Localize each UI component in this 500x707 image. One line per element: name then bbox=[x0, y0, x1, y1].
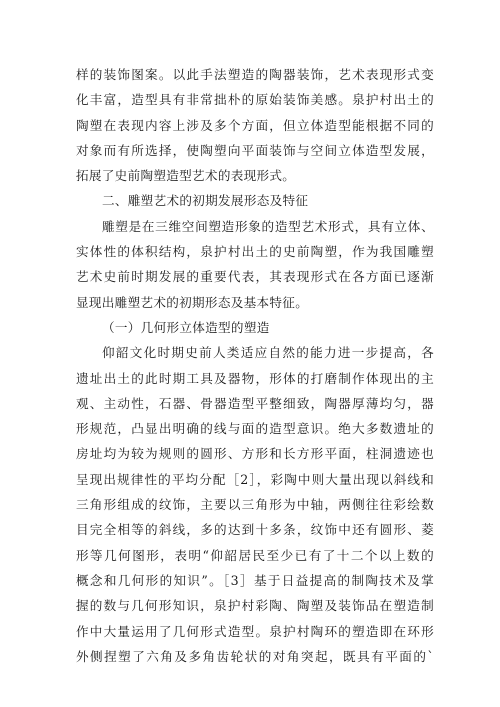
text-line: 陶塑在表现内容上涉及多个方面，但立体造型能根据不同的 bbox=[76, 117, 434, 133]
text-line: 对象而有所选择，使陶塑向平面装饰与空间立体造型发展， bbox=[76, 142, 434, 158]
text-line: 三角形组成的纹饰，主要以三角形为中轴，两侧往往彩绘数 bbox=[76, 497, 434, 513]
text-line: 握的数与几何形知识，泉护村彩陶、陶塑及装饰品在塑造制 bbox=[76, 598, 434, 614]
subsection-heading: （一）几何形立体造型的塑造 bbox=[102, 319, 270, 335]
text-line: 作中大量运用了几何形式造型。泉护村陶环的塑造即在环形 bbox=[76, 623, 434, 639]
text-line: 拓展了史前陶塑造型艺术的表现形式。 bbox=[76, 168, 296, 184]
document-page bbox=[76, 62, 434, 669]
text-line: 实体性的体积结构，泉护村出土的史前陶塑，作为我国雕塑 bbox=[76, 244, 434, 260]
paragraph-1 bbox=[76, 62, 434, 188]
text-line: 形规范，凸显出明确的线与面的造型意识。绝大多数遗址的 bbox=[76, 421, 434, 437]
text-line: 观、主动性，石器、骨器造型平整细致，陶器厚薄均匀，器 bbox=[76, 395, 434, 411]
text-line: 外侧捏塑了六角及多角齿轮状的对角突起，既具有平面的` bbox=[76, 648, 434, 664]
text-line: 显现出雕塑艺术的初期形态及基本特征。 bbox=[76, 294, 309, 310]
text-line: 艺术史前时期发展的重要代表，其表现形式在各方面已逐渐 bbox=[76, 269, 434, 285]
text-line: 概念和几何形的知识”。［3］基于日益提高的制陶技术及掌 bbox=[76, 572, 434, 588]
text-line: 仰韶文化时期史前人类适应自然的能力进一步提高，各 bbox=[102, 345, 434, 361]
text-line: 样的装饰图案。以此手法塑造的陶器装饰，艺术表现形式变 bbox=[76, 67, 434, 82]
text-line: 遗址出土的此时期工具及器物，形体的打磨制作体现出的主 bbox=[76, 370, 434, 386]
text-line: 房址均为较为规则的圆形、方形和长方形平面，柱洞遗迹也 bbox=[76, 446, 434, 462]
paragraph-2 bbox=[76, 214, 434, 315]
text-line: 雕塑是在三维空间塑造形象的造型艺术形式，具有立体、 bbox=[102, 218, 434, 234]
text-line: 形等几何图形，表明“仰韶居民至少已有了十二个以上数的 bbox=[76, 547, 434, 563]
text-line: 呈现出规律性的平均分配［2］，彩陶中则大量出现以斜线和 bbox=[76, 471, 434, 487]
text-line: 目完全相等的斜线，多的达到十多条，纹饰中还有圆形、菱 bbox=[76, 522, 434, 538]
text-line: 化丰富，造型具有非常拙朴的原始装饰美感。泉护村出土的 bbox=[76, 92, 434, 108]
section-heading: 二、雕塑艺术的初期发展形态及特征 bbox=[102, 193, 309, 209]
paragraph-3 bbox=[76, 340, 434, 669]
